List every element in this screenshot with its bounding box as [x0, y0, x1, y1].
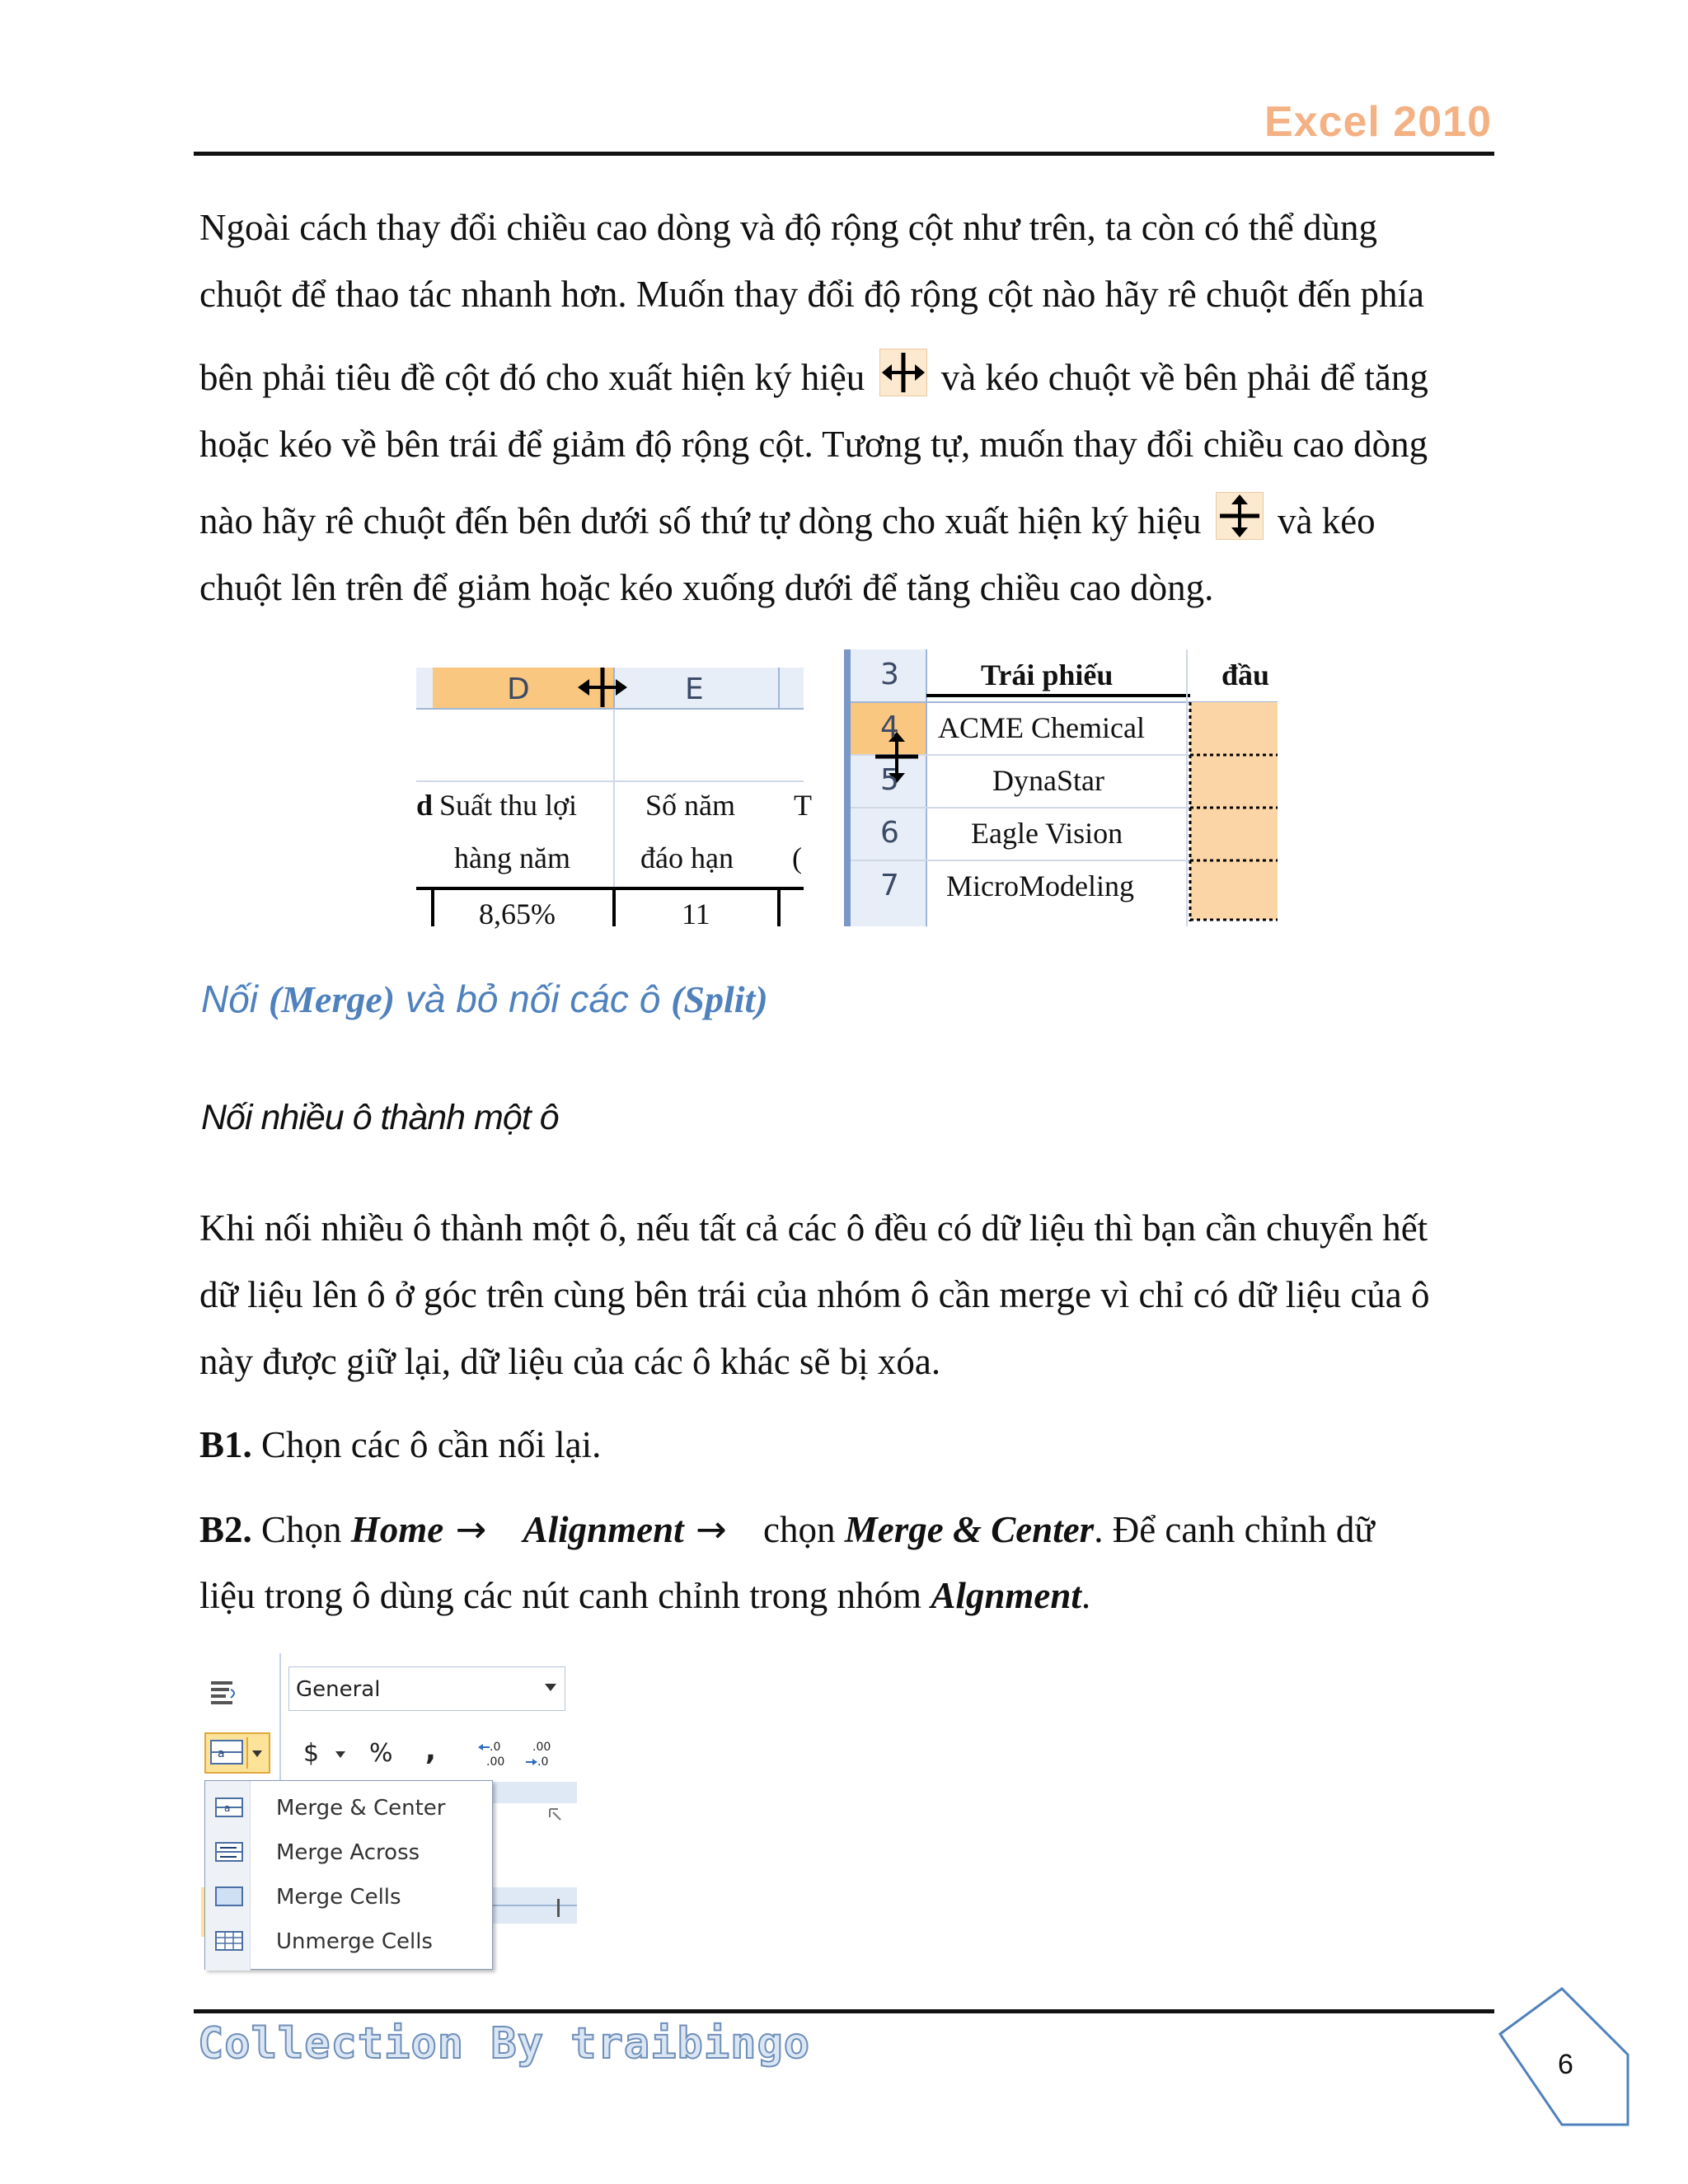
decrease-decimal-icon[interactable] — [523, 1737, 559, 1770]
ribbon-divider-mark — [557, 1899, 560, 1917]
step-b2-line-2 — [199, 1563, 1485, 1629]
clipped-left-text: d — [416, 789, 434, 822]
intro-line-5-after: và kéo — [1277, 500, 1376, 541]
step-b1 — [199, 1412, 1485, 1479]
intro-line-3 — [199, 344, 1485, 411]
chevron-down-icon — [545, 1684, 556, 1691]
section-heading-part1: Nối — [201, 977, 269, 1020]
header-rule — [194, 152, 1494, 156]
row-resize-cursor-icon — [1216, 492, 1264, 540]
menu-item-merge-across-label: Merge Across — [276, 1840, 420, 1865]
cell-e-row1: Số năm — [645, 789, 736, 822]
col-header-e: E — [685, 673, 704, 706]
row-resize-screenshot — [844, 649, 1278, 926]
step-b2-label: B2. — [199, 1509, 252, 1550]
merge-line-2: dữ liệu lên ô ở góc trên cùng bên trái của nhóm ô cần merge vì chỉ có dữ liệu của ô — [199, 1274, 1430, 1315]
page-number: 6 — [1558, 2049, 1573, 2080]
cell-e-row3: 11 — [682, 898, 710, 930]
menu-item-unmerge-cells-label: Unmerge Cells — [276, 1929, 433, 1954]
column-resize-screenshot — [416, 649, 812, 930]
footer-brand: Collection By traibingo — [198, 2019, 811, 2069]
row-6-name: Eagle Vision — [971, 817, 1123, 850]
intro-line-1: Ngoài cách thay đổi chiều cao dòng và độ rộng cột như trên, ta còn có thể dùng — [199, 207, 1377, 248]
header-title: Excel 2010 — [1264, 98, 1492, 146]
subsection-heading: Nối nhiều ô thành một ô — [201, 1098, 559, 1137]
clipped-right-1: T — [794, 789, 812, 822]
comma-button[interactable]: , — [425, 1734, 436, 1767]
merge-center-icon — [206, 1734, 269, 1772]
menu-item-merge-cells-label: Merge Cells — [276, 1885, 401, 1910]
section-heading-part2: và bỏ nối các ô — [395, 977, 672, 1020]
currency-chevron-icon — [335, 1751, 345, 1758]
step-b1-label: B1. — [199, 1424, 252, 1465]
step-b2-home: Home — [350, 1509, 444, 1550]
merge-center-icon — [215, 1796, 243, 1819]
menu-item-merge-across[interactable] — [205, 1832, 492, 1873]
merge-across-icon — [215, 1840, 243, 1863]
number-format-value: General — [296, 1677, 381, 1702]
intro-line-3-after: và kéo chuột về bên phải để tăng — [940, 357, 1428, 398]
step-b2-line2-a: liệu trong ô dùng các nút canh chỉnh trong nhóm — [199, 1575, 931, 1616]
currency-button[interactable] — [303, 1739, 345, 1768]
row-num-3: 3 — [880, 658, 899, 691]
cell-d-row3: 8,65% — [479, 898, 556, 930]
footer-rule — [194, 2009, 1494, 2013]
step-b2-line-1 — [199, 1496, 1485, 1563]
step-b2-chon: Chọn — [251, 1509, 351, 1550]
intro-line-5-before: nào hãy rê chuột đến bên dưới số thứ tự dòng cho xuất hiện ký hiệu — [199, 500, 1202, 541]
wrap-text-icon[interactable] — [209, 1678, 239, 1708]
step-b2-rest: . Để canh chỉnh dữ — [1094, 1509, 1375, 1550]
step-b2-chon-2: chọn — [762, 1509, 845, 1550]
step-b2-algnment: Algnment — [931, 1575, 1081, 1616]
section-heading — [201, 977, 768, 1021]
merge-center-split-button[interactable] — [204, 1732, 270, 1774]
svg-text:.00: .00 — [532, 1741, 551, 1754]
cell-d-row2: hàng năm — [454, 841, 570, 874]
merge-line-1: Khi nối nhiều ô thành một ô, nếu tất cả các ô đều có dữ liệu thì bạn cần chuyển hết — [199, 1207, 1428, 1249]
section-heading-split: (Split) — [671, 978, 768, 1020]
svg-text:a: a — [224, 1802, 231, 1814]
step-b2-alignment: Alignment — [523, 1509, 684, 1550]
column-resize-cursor-icon — [879, 349, 927, 396]
merge-line-3: này được giữ lại, dữ liệu của các ô khác sẽ bị xóa. — [199, 1341, 941, 1382]
menu-item-merge-center[interactable] — [205, 1788, 492, 1829]
increase-decimal-icon[interactable] — [478, 1737, 514, 1770]
svg-text:.00: .00 — [486, 1755, 505, 1769]
merge-menu — [204, 1780, 493, 1970]
step-b2-arrow-1: → — [443, 1507, 499, 1551]
svg-text:.0: .0 — [537, 1755, 549, 1769]
intro-line-3-before: bên phải tiêu đề cột đó cho xuất hiện ký hiệu — [199, 357, 865, 398]
menu-item-merge-center-label: Merge & Center — [276, 1796, 446, 1821]
row-num-5: 5 — [880, 763, 899, 797]
number-format-dropdown[interactable] — [288, 1666, 565, 1711]
svg-text:.0: .0 — [490, 1741, 501, 1754]
step-b2-merge-center: Merge & Center — [844, 1509, 1095, 1550]
intro-line-4: hoặc kéo về bên trái để giảm độ rộng cột. Tương tự, muốn thay đổi chiều cao dòng — [199, 424, 1428, 465]
menu-item-unmerge-cells[interactable] — [205, 1921, 492, 1962]
percent-button[interactable]: % — [369, 1739, 393, 1768]
intro-line-2: chuột để thao tác nhanh hơn. Muốn thay đổi độ rộng cột nào hãy rê chuột đến phía — [199, 274, 1424, 315]
menu-item-merge-cells[interactable] — [205, 1877, 492, 1918]
currency-symbol: $ — [303, 1739, 320, 1768]
row-3-name: Trái phiếu — [981, 658, 1114, 691]
intro-line-6: chuột lên trên để giảm hoặc kéo xuống dưới để tăng chiều cao dòng. — [199, 567, 1214, 608]
row-num-4: 4 — [880, 710, 899, 744]
section-heading-merge: (Merge) — [268, 978, 396, 1020]
svg-text:a: a — [218, 1747, 225, 1760]
alignment-ribbon-screenshot — [201, 1653, 577, 1970]
cell-d-row1: Suất thu lợi — [439, 789, 578, 822]
row-5-name: DynaStar — [992, 764, 1104, 797]
dialog-launcher-icon[interactable] — [547, 1807, 564, 1823]
step-b2-line2-c: . — [1081, 1575, 1091, 1616]
unmerge-cells-icon — [215, 1929, 243, 1952]
row-num-7: 7 — [880, 869, 899, 902]
row-3-extra: đầu — [1221, 658, 1270, 691]
row-num-6: 6 — [880, 816, 899, 850]
merge-cells-icon — [215, 1885, 243, 1908]
col-header-d: D — [507, 673, 530, 706]
cell-e-row2: đáo hạn — [640, 841, 734, 874]
step-b1-text: Chọn các ô cần nối lại. — [251, 1424, 602, 1465]
clipped-right-2: ( — [792, 841, 802, 874]
row-4-name: ACME Chemical — [938, 711, 1145, 744]
step-b2-arrow-2: → — [683, 1507, 738, 1551]
row-7-name: MicroModeling — [946, 869, 1134, 902]
intro-line-5 — [199, 488, 1485, 555]
